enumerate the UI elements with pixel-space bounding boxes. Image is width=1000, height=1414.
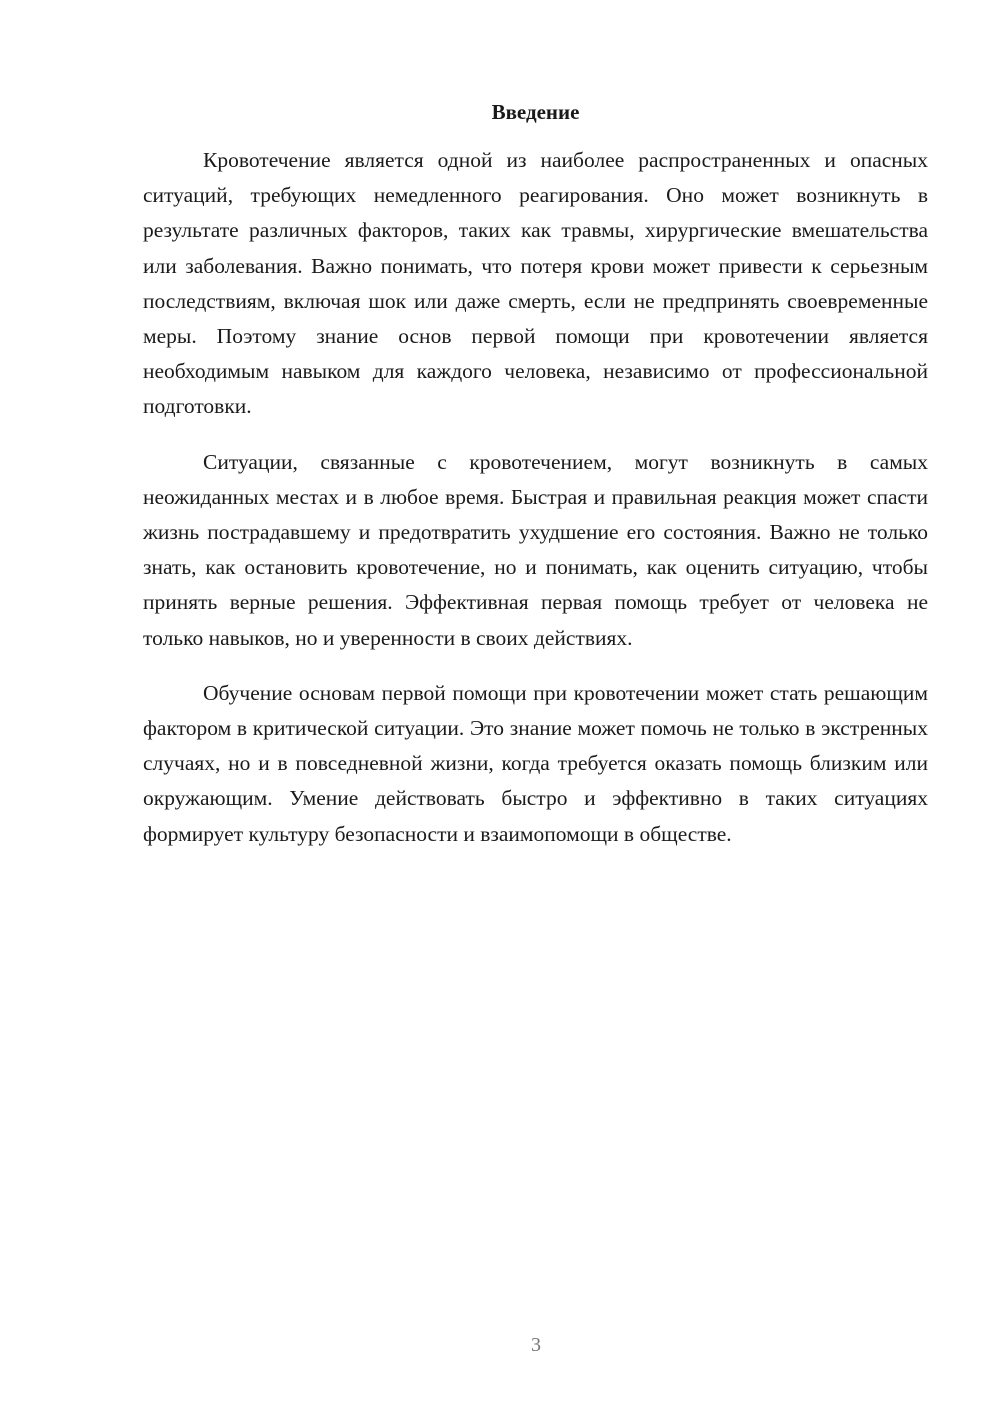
- paragraph-1: Кровотечение является одной из наиболее распространенных и опасных ситуаций, требующих немедленного реагирования. Оно может возникнуть в результате различных факторов, таких как травмы, хирургические вмешательства или заболевания. Важно понимать, что потеря крови может привести к серьезным последствиям, включая шок или даже смерть, если не предпринять своевременные меры. Поэтому знание основ первой помощи при кровотечении является необходимым навыком для каждого человека, независимо от профессиональной подготовки.: [143, 148, 928, 419]
- paragraph-3: Обучение основам первой помощи при кровотечении может стать решающим фактором в критической ситуации. Это знание может помочь не только в экстренных случаях, но и в повседневной жизни, когда требуется оказать помощь близким или окружающим. Умение действовать быстро и эффективно в таких ситуациях формирует культуру безопасности и взаимопомощи в обществе.: [143, 680, 928, 846]
- section-heading: Введение: [491, 100, 580, 124]
- body-text: [143, 143, 928, 872]
- paragraph-2: Ситуации, связанные с кровотечением, могут возникнуть в самых неожиданных местах и в любое время. Быстрая и правильная реакция может спасти жизнь пострадавшему и предотвратить ухудшение его состояния. Важно не только знать, как остановить кровотечение, но и понимать, как оценить ситуацию, чтобы принять верные решения. Эффективная первая помощь требует от человека не только навыков, но и уверенности в своих действиях.: [143, 449, 928, 650]
- page-number: 3: [531, 1334, 541, 1356]
